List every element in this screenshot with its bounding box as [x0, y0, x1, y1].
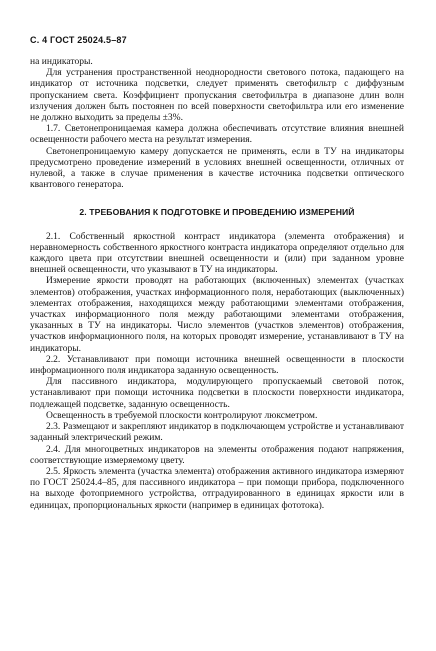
paragraph-camera-exception: Светонепроницаемую камеру допускается не применять, если в ТУ на индикаторы предусмотрено проведение измерений в условиях внешней освещенности, отличных от нулевой, а также в случае применения в качестве источника подсветки оптического квантового генератора. — [30, 145, 404, 191]
paragraph-2-5: 2.5. Яркость элемента (участка элемента) отображения активного индикатора измеряют по ГОСТ 25024.4–85, для пассивного индикатора – при помощи прибора, подключенного на выходе фотоприемного устройства, отградуированного в единицах яркости или в единицах, пропорциональных яркости (например в единицах фототока). — [30, 465, 404, 511]
page-header: С. 4 ГОСТ 25024.5–87 — [30, 35, 127, 45]
paragraph-continuation: на индикаторы. — [30, 56, 93, 67]
paragraph-1-7: 1.7. Светонепроницаемая камера должна обеспечивать отсутствие влияния внешней освещенности рабочего места на результат измерения. — [30, 123, 404, 146]
paragraph-2-2: 2.2. Устанавливают при помощи источника внешней освещенности в плоскости информационного поля индикатора заданную освещенность. — [30, 353, 404, 377]
paragraph-luxmeter: Освещенность в требуемой плоскости контролируют люксметром. — [46, 409, 318, 421]
document-body — [30, 56, 404, 511]
paragraph-2-1: 2.1. Собственный яркостной контраст индикатора (элемента отображения) и неравномерность собственного яркостного контраста индикатора определяют отдельно для каждого цвета при отсутствии внешней освещенности и (или) при заданном уровне внешней освещенности, что указывают в ТУ на индикаторы. — [30, 230, 404, 276]
section-title: 2. ТРЕБОВАНИЯ К ПОДГОТОВКЕ И ПРОВЕДЕНИЮ ИЗМЕРЕНИЙ — [79, 207, 355, 218]
paragraph-brightness-measurement: Измерение яркости проводят на работающих (включенных) элементах (участках элементов) отображения, участках информационного поля, неработающих (выключенных) элементах отображения, находящихся между работающими элементами отображения, участках информационного поля между работающими элементами отображения, указанных в ТУ на индикаторы. Число элементов (участков элементов) отображения, участков информационного поля, на которых проводят измерение, устанавливают в ТУ на индикаторы. — [30, 275, 404, 354]
paragraph-2-4: 2.4. Для многоцветных индикаторов на элементы отображения подают напряжения, соответствующие измеряемому цвету. — [30, 443, 404, 466]
paragraph-2-3: 2.3. Размещают и закрепляют индикатор в подключающем устройстве и устанавливают заданный электрический режим. — [30, 421, 404, 444]
paragraph-light-filter: Для устранения пространственной неоднородности светового потока, падающего на индикатор от источника подсветки, следует применять светофильтр с диффузным пропусканием света. Коэффициент пропускания светофильтра в диапазоне длин волн излучения должен быть постоянен по всей поверхности светофильтра или его изменение не должно выходить за пределы ±3%. — [30, 67, 404, 124]
paragraph-passive-indicator: Для пассивного индикатора, модулирующего пропускаемый световой поток, устанавливают при помощи источника подсветки в плоскости поверхности индикатора, подлежащей подсветке, заданную освещенность. — [30, 376, 404, 410]
